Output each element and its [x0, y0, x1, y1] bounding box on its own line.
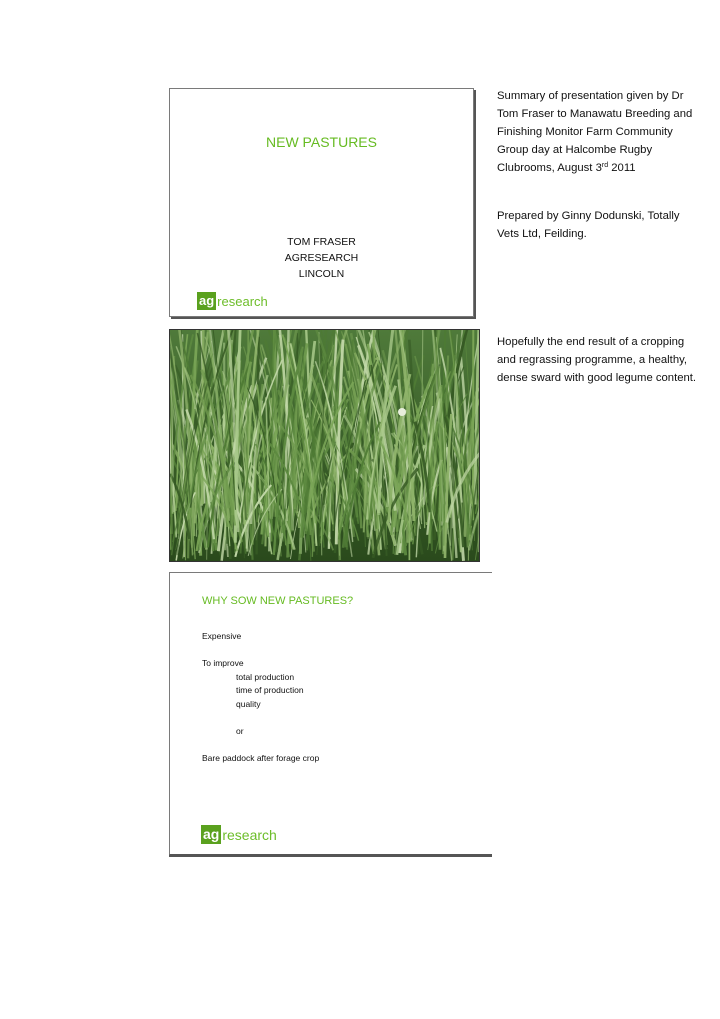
logo-ag-box: ag — [199, 293, 215, 308]
author-name: TOM FRASER — [287, 236, 356, 248]
author-org: AGRESEARCH — [284, 252, 359, 264]
summary-year: 2011 — [608, 162, 636, 174]
photo-caption: Hopefully the end result of a cropping and regrassing programme, a healthy, dense sward with good legume content. — [497, 336, 697, 384]
pasture-photo — [169, 329, 480, 562]
agresearch-logo — [197, 292, 268, 310]
body-line: or — [236, 725, 244, 736]
presentation-summary — [497, 87, 697, 177]
body-line: To improve — [202, 658, 244, 668]
body-line: Bare paddock after forage crop — [202, 752, 320, 763]
slide-title: NEW PASTURES — [266, 134, 377, 150]
logo-research-text: research — [217, 293, 268, 309]
author-location: LINCOLN — [298, 268, 345, 280]
list-item: total production — [236, 671, 295, 682]
slide-body — [202, 630, 319, 765]
summary-superscript: rd — [601, 162, 609, 169]
grass-sward-image — [170, 330, 479, 561]
list-item: quality — [236, 698, 261, 709]
logo-research-text: research — [222, 826, 277, 843]
body-line: Expensive — [202, 631, 242, 641]
slide-title: WHY SOW NEW PASTURES? — [202, 595, 354, 607]
list-item: time of production — [236, 685, 304, 695]
summary-text: Summary of presentation given by Dr Tom Fraser to Manawatu Breeding and Finishing Monitor Farm Community Group day at Halcombe Rugby Clubrooms, August 3 — [497, 90, 693, 174]
title-slide — [169, 88, 474, 317]
logo-ag-box: ag — [203, 826, 220, 842]
agresearch-logo — [201, 825, 277, 844]
author-block — [170, 234, 473, 282]
prepared-by: Prepared by Ginny Dodunski, Totally Vets Ltd, Feilding. — [497, 210, 680, 240]
why-sow-slide — [169, 572, 492, 855]
